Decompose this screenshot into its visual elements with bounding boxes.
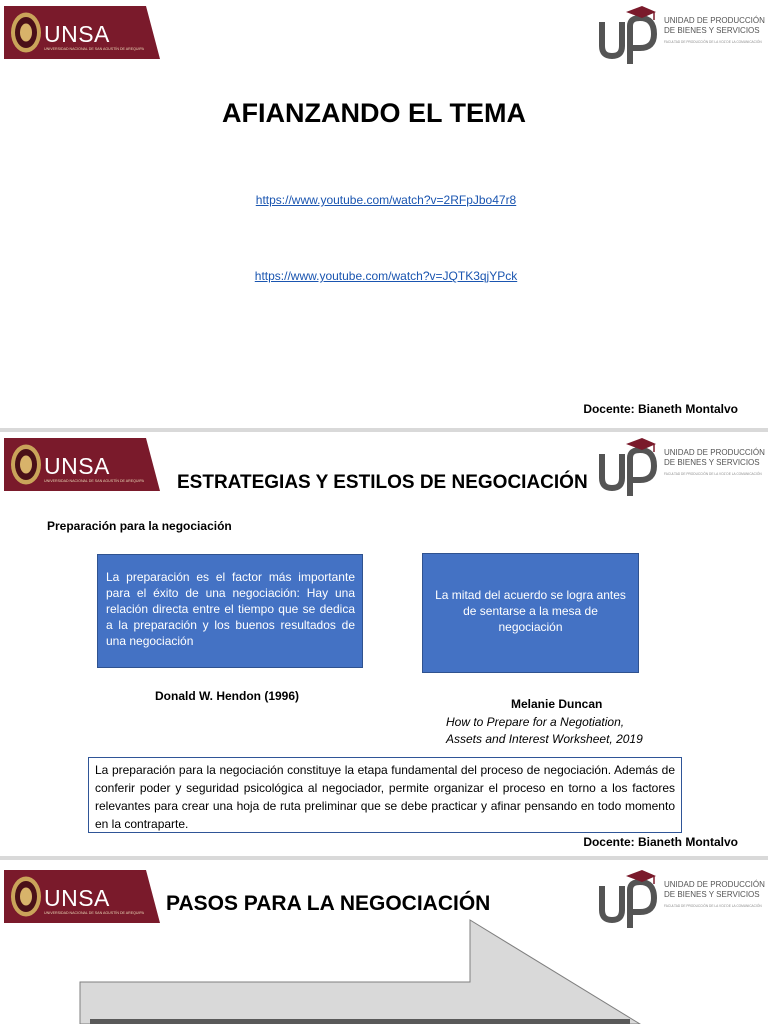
unsa-logo [4, 6, 160, 59]
svg-text:UNSA: UNSA [44, 21, 110, 47]
docente-footer: Docente: Bianeth Montalvo [583, 402, 738, 416]
svg-text:UNIVERSIDAD NACIONAL DE SAN AG: UNIVERSIDAD NACIONAL DE SAN AGUSTÍN DE AREQUIPA [44, 47, 145, 51]
quote-box-hendon: La preparación es el factor más importante para el éxito de una negociación: Hay una relación directa entre el tiempo que se dedica a la preparación y los buenos resultados de una negociación [97, 554, 363, 668]
slide-estrategias [0, 432, 768, 856]
up-logo: UNIDAD DE PRODUCCIÓN DE BIENES Y SERVICIOS FACULTAD DE PRODUCCIÓN DE LA VOZ DE LA COMUNICACIÓN [596, 436, 764, 496]
slide-afianzando [0, 0, 768, 428]
slide-title: PASOS PARA LA NEGOCIACIÓN [166, 892, 491, 915]
slide-pasos [0, 864, 768, 1024]
slide-divider [0, 856, 768, 860]
step-bar [90, 1019, 630, 1024]
svg-text:UNIVERSIDAD NACIONAL DE SAN AG: UNIVERSIDAD NACIONAL DE SAN AGUSTÍN DE AREQUIPA [44, 911, 145, 915]
svg-text:UNSA: UNSA [44, 885, 110, 911]
up-logo: UNIDAD DE PRODUCCIÓN DE BIENES Y SERVICIOS FACULTAD DE PRODUCCIÓN DE LA VOZ DE LA COMUNICACIÓN [596, 868, 764, 928]
author-hendon: Donald W. Hendon (1996) [155, 689, 300, 703]
quote-box-duncan: La mitad del acuerdo se logra antes de sentarse a la mesa de negociación [422, 553, 639, 673]
svg-text:UNSA: UNSA [44, 453, 110, 479]
framed-summary: La preparación para la negociación constituye la etapa fundamental del proceso de negociación. Además de conferir poder y seguridad psicológica al negociador, permite organizar el proceso en torno a los factores relevantes para crear una hoja de ruta preliminar que se debe practicar y afinar pensando en todo momento en la contraparte. [88, 757, 682, 833]
unsa-logo [4, 870, 160, 923]
up-logo: UNIDAD DE PRODUCCIÓN DE BIENES Y SERVICIOS FACULTAD DE PRODUCCIÓN DE LA VOZ DE LA COMUNICACIÓN [596, 4, 764, 64]
slide-title: ESTRATEGIAS Y ESTILOS DE NEGOCIACIÓN [177, 472, 588, 493]
section-subheading: Preparación para la negociación [47, 519, 232, 533]
youtube-link-2[interactable]: https://www.youtube.com/watch?v=JQTK3qjYPck [254, 269, 518, 283]
slide-title: AFIANZANDO EL TEMA [222, 98, 526, 128]
youtube-link-1[interactable]: https://www.youtube.com/watch?v=2RFpJbo47r8 [255, 193, 517, 207]
docente-footer: Docente: Bianeth Montalvo [583, 835, 738, 849]
author-duncan: Melanie Duncan [511, 697, 603, 711]
work-title: How to Prepare for a Negotiation, Assets and Interest Worksheet, 2019 [446, 715, 643, 746]
unsa-logo [4, 438, 160, 491]
svg-text:UNIVERSIDAD NACIONAL DE SAN AG: UNIVERSIDAD NACIONAL DE SAN AGUSTÍN DE AREQUIPA [44, 479, 145, 483]
